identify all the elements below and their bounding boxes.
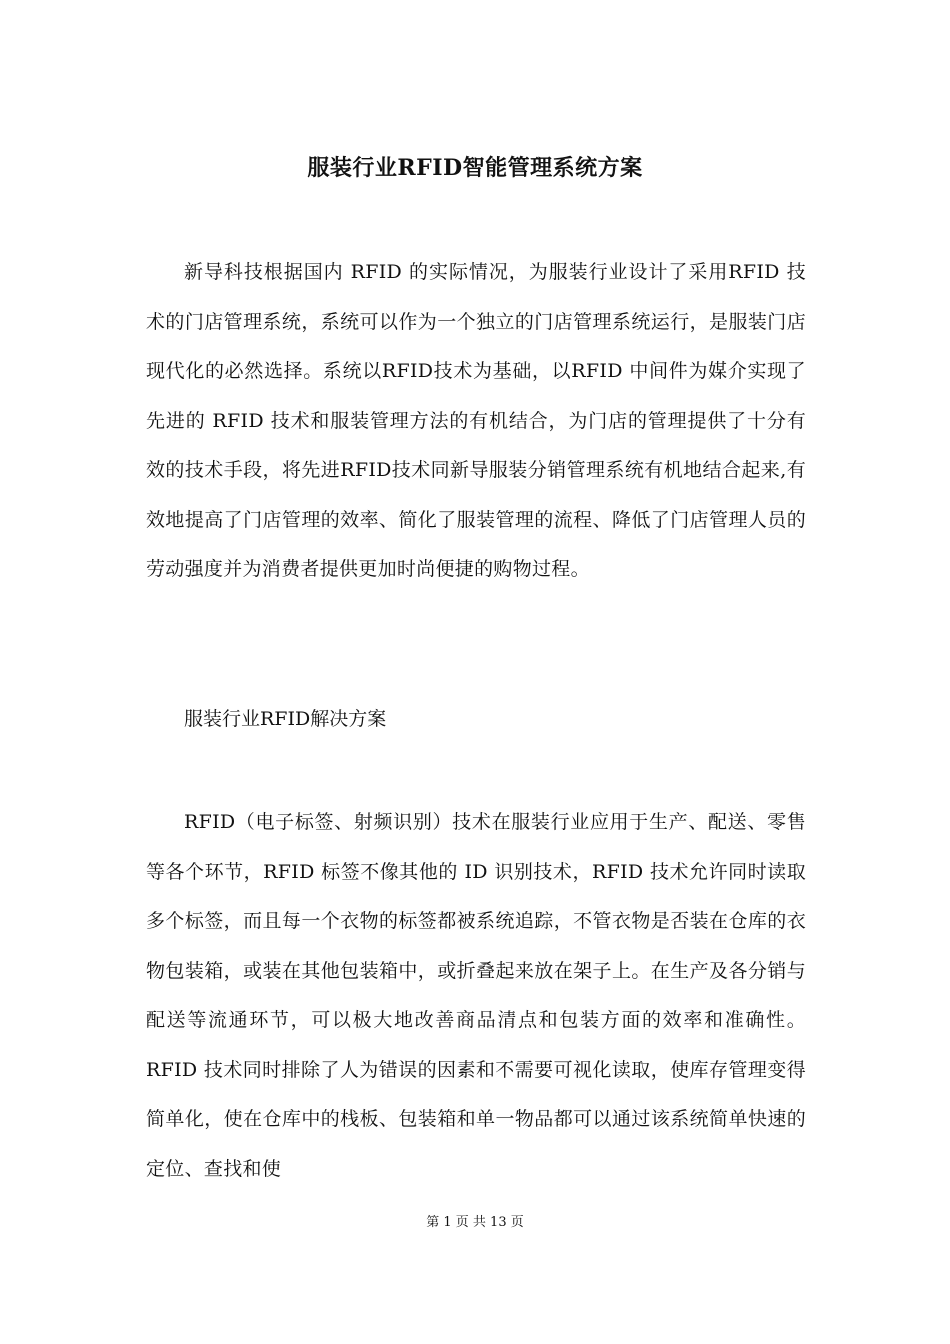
document-title: 服装行业RFID智能管理系统方案: [307, 155, 643, 181]
intro-paragraph: 新导科技根据国内 RFID 的实际情况，为服装行业设计了采用RFID 技术的门店管理系统，系统可以作为一个独立的门店管理系统运行，是服装门店现代化的必然选择。系统以RFID技术为基础，以RFID 中间件为媒介实现了先进的 RFID 技术和服装管理方法的有机结合，为门店的管理提供了十分有效的技术手段，将先进RFID技术同新导服装分销管理系统有机地结合起来,有效地提高了门店管理的效率、简化了服装管理的流程、降低了门店管理人员的劳动强度并为消费者提供更加时尚便捷的购物过程。: [146, 261, 806, 580]
page-footer: 第 1 页 共 13 页: [426, 1215, 524, 1230]
section-heading: 服装行业RFID解决方案: [184, 708, 387, 730]
body-paragraph: RFID（电子标签、射频识别）技术在服装行业应用于生产、配送、零售等各个环节，RFID 标签不像其他的 ID 识别技术，RFID 技术允许同时读取多个标签，而且每一个衣物的标签都被系统追踪，不管衣物是否装在仓库的衣物包装箱，或装在其他包装箱中，或折叠起来放在架子上。在生产及各分销与配送等流通环节，可以极大地改善商品清点和包装方面的效率和准确性。RFID 技术同时排除了人为错误的因素和不需要可视化读取，使库存管理变得简单化，使在仓库中的栈板、包装箱和单一物品都可以通过该系统简单快速的定位、查找和使: [146, 811, 806, 1180]
